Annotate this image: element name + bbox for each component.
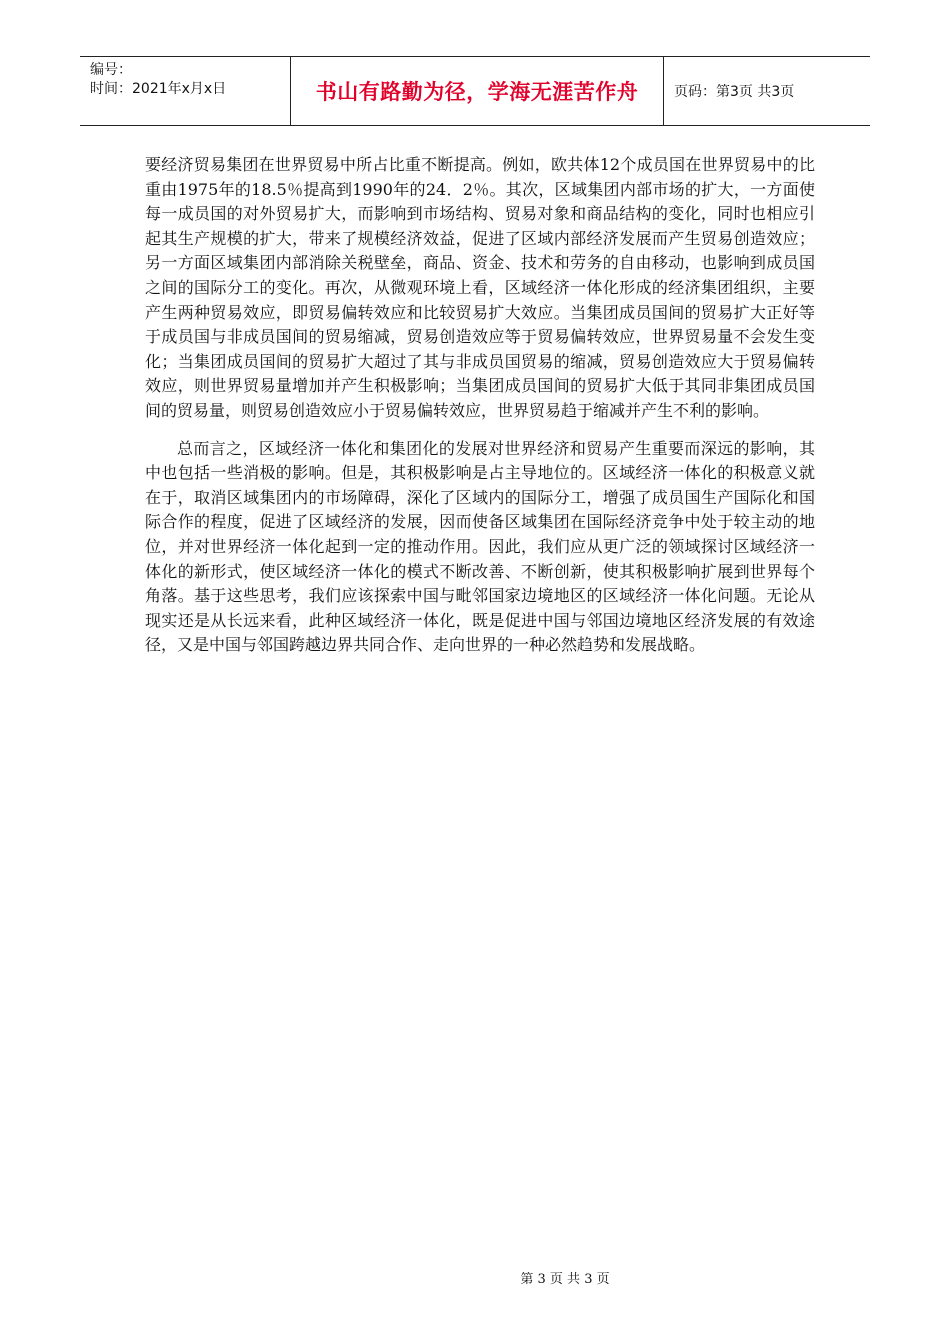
header-motto: 书山有路勤为径，学海无涯苦作舟 <box>291 57 664 126</box>
document-date-label: 时间：2021年x月x日 <box>90 81 227 97</box>
header-page-indicator: 页码：第3页 共3页 <box>664 57 871 126</box>
header-meta-cell <box>80 57 291 126</box>
page-footer: 第 3 页 共 3 页 <box>520 1272 610 1287</box>
document-body <box>145 153 815 658</box>
page-header <box>80 56 870 126</box>
body-paragraph-1: 要经济贸易集团在世界贸易中所占比重不断提高。例如，欧共体12个成员国在世界贸易中的比重由1975年的18.5％提高到1990年的24．2％。其次，区域集团内部市场的扩大，一方面使每一成员国的对外贸易扩大，而影响到市场结构、贸易对象和商品结构的变化，同时也相应引起其生产规模的扩大，带来了规模经济效益，促进了区域内部经济发展而产生贸易创造效应；另一方面区域集团内部消除关税壁垒，商品、资金、技术和劳务的自由移动，也影响到成员国之间的国际分工的变化。再次，从微观环境上看，区域经济一体化形成的经济集团组织，主要产生两种贸易效应，即贸易偏转效应和比较贸易扩大效应。当集团成员国间的贸易扩大正好等于成员国与非成员国间的贸易缩减，贸易创造效应等于贸易偏转效应，世界贸易量不会发生变化；当集团成员国间的贸易扩大超过了其与非成员国贸易的缩减，贸易创造效应大于贸易偏转效应，则世界贸易量增加并产生积极影响；当集团成员国间的贸易扩大低于其同非集团成员国间的贸易量，则贸易创造效应小于贸易偏转效应，世界贸易趋于缩减并产生不利的影响。 <box>145 155 815 420</box>
document-number-label: 编号： <box>90 62 132 78</box>
body-paragraph-2: 总而言之，区域经济一体化和集团化的发展对世界经济和贸易产生重要而深远的影响，其中也包括一些消极的影响。但是，其积极影响是占主导地位的。区域经济一体化的积极意义就在于，取消区域集团内的市场障碍，深化了区域内的国际分工，增强了成员国生产国际化和国际合作的程度，促进了区域经济的发展，因而使备区域集团在国际经济竞争中处于较主动的地位，并对世界经济一体化起到一定的推动作用。因此，我们应从更广泛的领域探讨区域经济一体化的新形式，使区域经济一体化的模式不断改善、不断创新，使其积极影响扩展到世界每个角落。基于这些思考，我们应该探索中国与毗邻国家边境地区的区域经济一体化问题。无论从现实还是从长远来看，此种区域经济一体化，既是促进中国与邻国边境地区经济发展的有效途径，又是中国与邻国跨越边界共同合作、走向世界的一种必然趋势和发展战略。 <box>145 438 815 655</box>
